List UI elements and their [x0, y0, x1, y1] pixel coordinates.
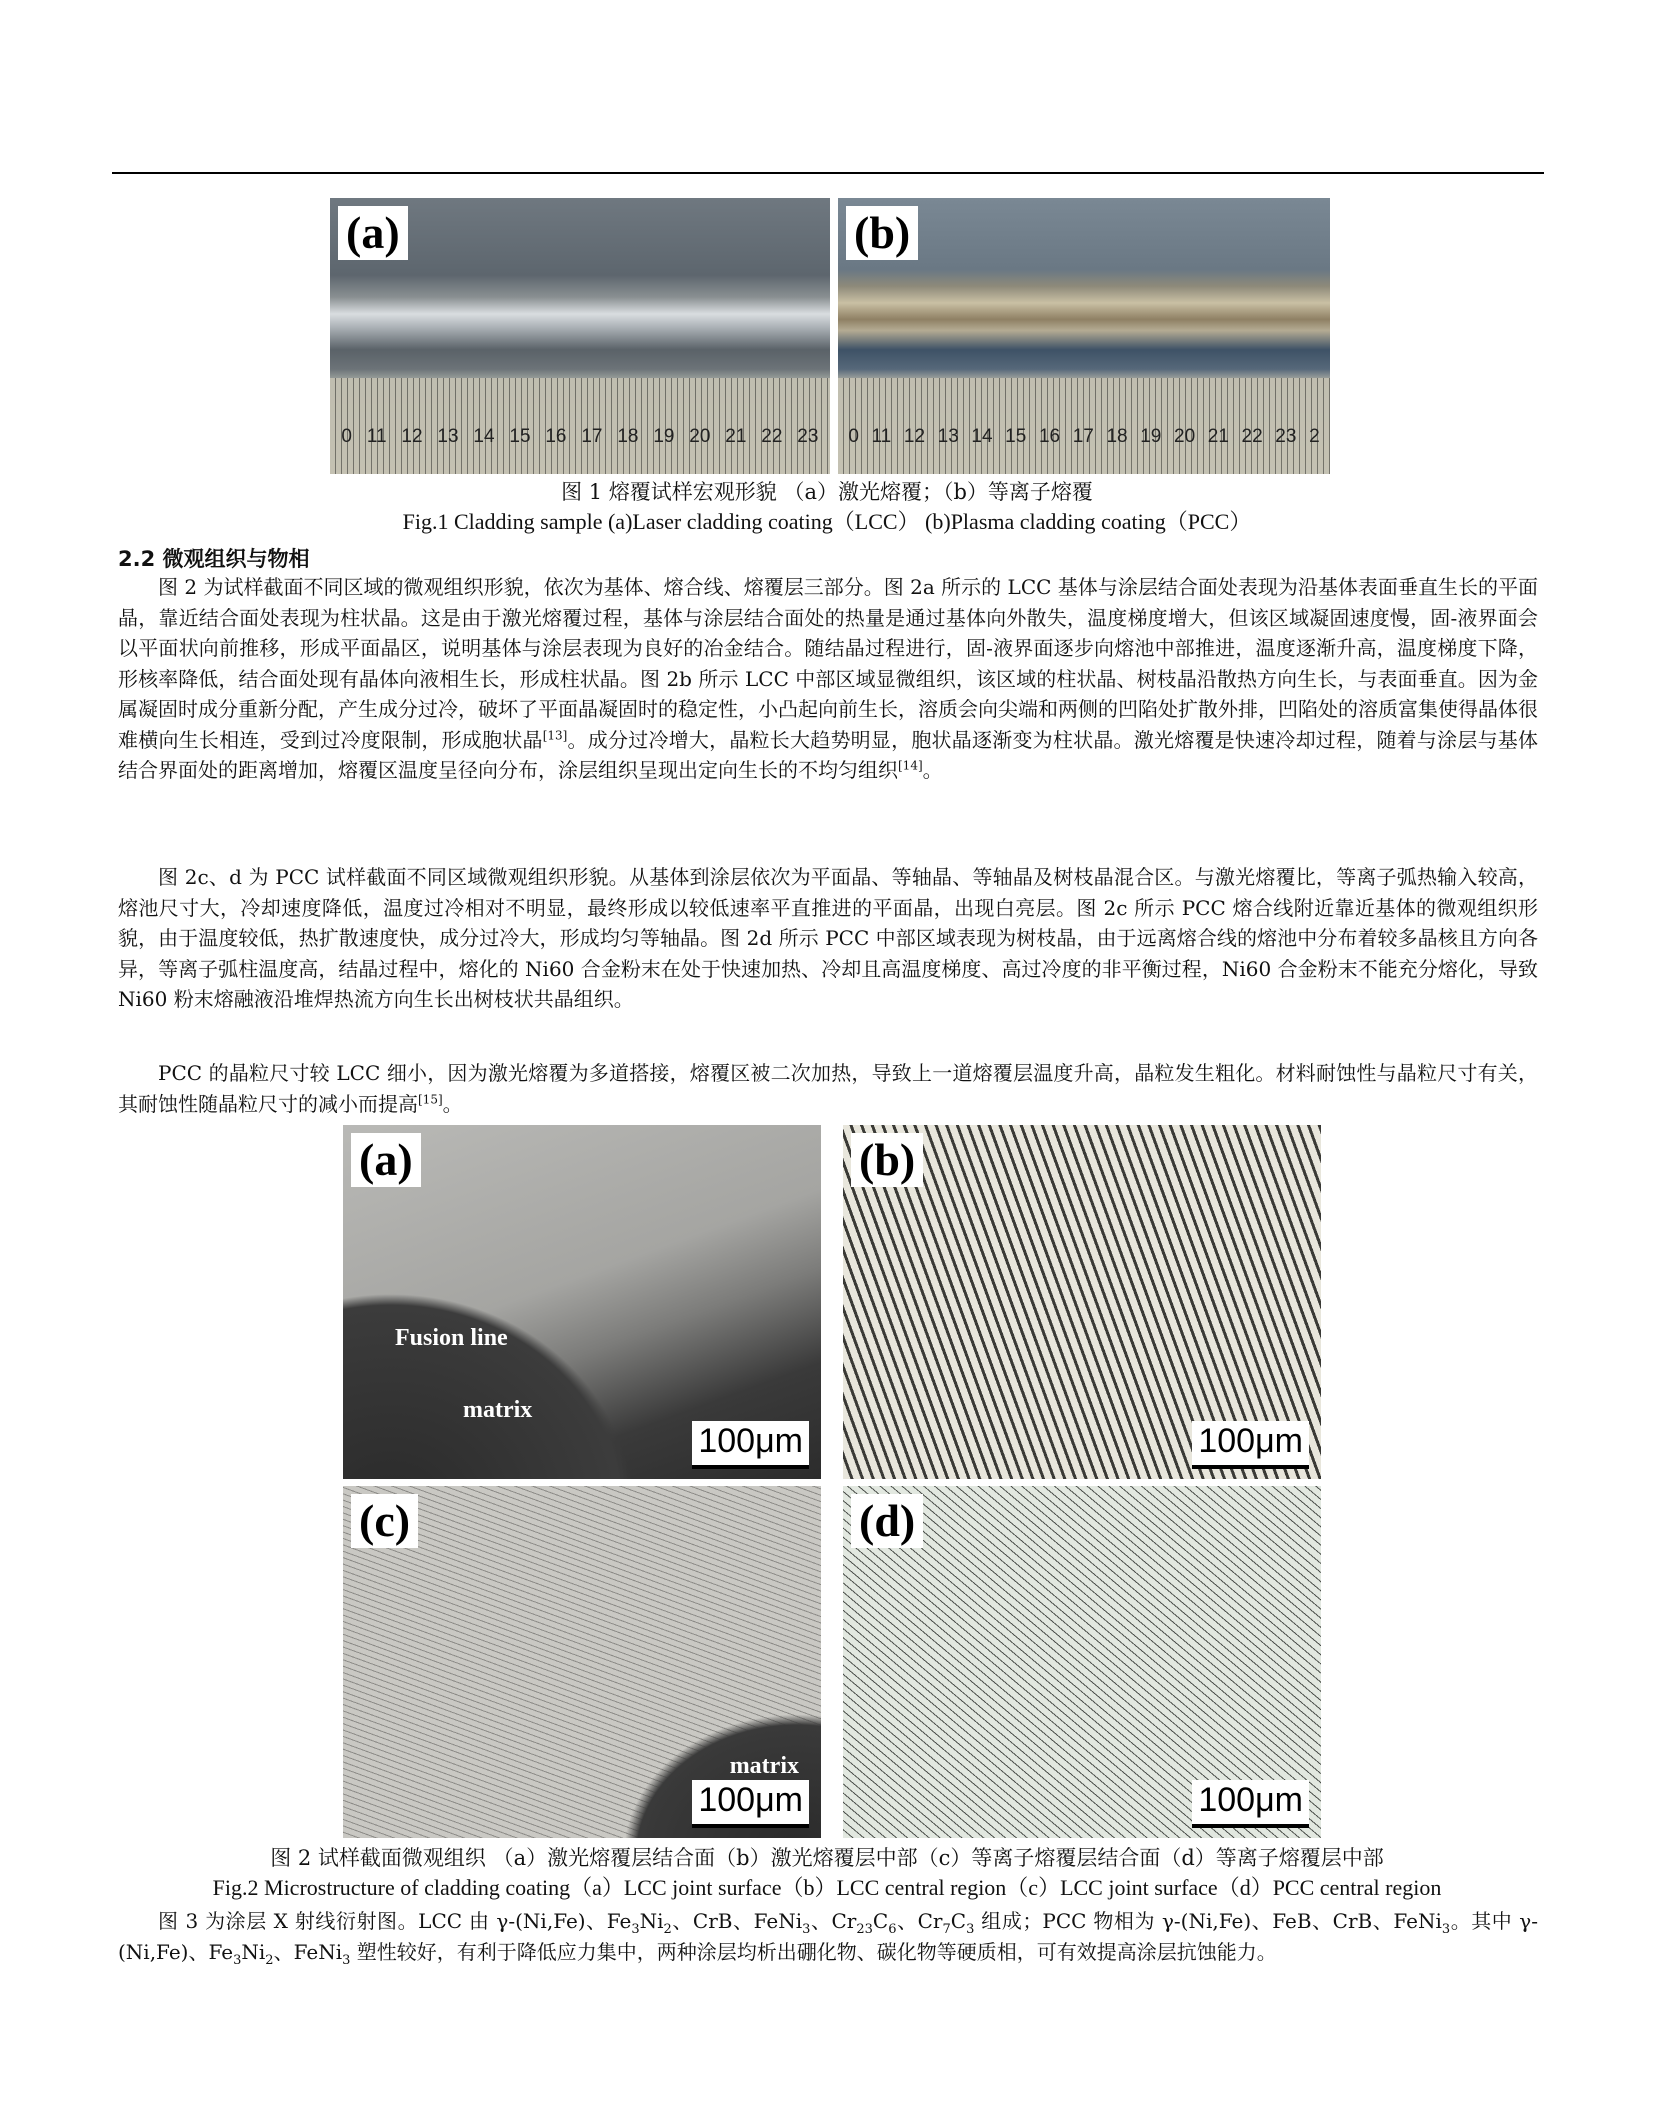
p4-text: 、CrB、FeNi [671, 1909, 803, 1933]
citation-14: [14] [898, 758, 923, 773]
ruler-tick-label: 0 [341, 426, 352, 447]
ruler-tick-label: 13 [437, 426, 459, 447]
ruler-tick-label: 20 [1174, 426, 1196, 447]
ruler-tick-label: 22 [761, 426, 783, 447]
ruler-tick-label: 12 [903, 426, 926, 447]
p4-text: Ni [639, 1909, 664, 1933]
matrix-label: matrix [729, 1753, 799, 1779]
ruler-tick-label: 14 [473, 426, 495, 447]
paragraph-1-text-b: 。成分过冷增大，晶粒长大趋势明显，胞状晶逐渐变为柱状晶。激光熔覆是快速冷却过程，随着与涂层与基体结合界面处的距离增加，熔覆区温度呈径向分布，涂层组织呈现出定向生长的不均匀组织 [118, 727, 1539, 782]
subscript: 3 [233, 1952, 242, 1968]
paragraph-4 [118, 1906, 1538, 1967]
p4-text: 、Cr [896, 1909, 943, 1933]
ruler-tick-label: 21 [725, 426, 747, 447]
ruler-tick-label: 17 [1072, 426, 1094, 447]
p4-text: C [950, 1909, 967, 1933]
ruler-numbers-a [330, 426, 830, 448]
ruler-tick-label: 18 [617, 426, 639, 447]
p4-text: 组成；PCC 物相为 γ-(Ni,Fe)、FeB、CrB、FeNi [974, 1909, 1442, 1933]
ruler-tick-label: 21 [1207, 426, 1229, 447]
ruler-numbers-b [838, 426, 1330, 448]
ruler-tick-label: 15 [509, 426, 531, 447]
p4-text: Ni [241, 1939, 266, 1964]
figure1-caption-cn: 图 1 熔覆试样宏观形貌 （a）激光熔覆；（b）等离子熔覆 [561, 480, 1093, 504]
figure2-caption-cn: 图 2 试样截面微观组织 （a）激光熔覆层结合面（b）激光熔覆层中部（c）等离子熔覆层结合面（d）等离子熔覆层中部 [270, 1846, 1384, 1870]
ruler-tick-label: 12 [401, 426, 423, 447]
figure1-photo-pcc [838, 198, 1330, 474]
ruler-tick-label: 2 [1309, 426, 1320, 447]
ruler-tick-label: 11 [871, 426, 892, 447]
figure2-panel-c-label: (c) [351, 1494, 418, 1548]
paragraph-1-text-c: 。 [922, 758, 943, 782]
figure1-photo-lcc [330, 198, 830, 474]
paragraph-1-text-a: 图 2 为试样截面不同区域的微观组织形貌，依次为基体、熔合线、熔覆层三部分。图 2a 所示的 LCC 基体与涂层结合面处表现为沿基体表面垂直生长的平面晶，靠近结合面处表现为柱状晶。这是由于激光熔覆过程，基体与涂层结合面处的热量是通过基体向外散失，温度梯度增大，但该区域凝固速度慢，固-液界面会以平面状向前推移，形成平面晶区，说明基体与涂层表现为良好的冶金结合。随结晶过程进行，固-液界面逐步向熔池中部推进，温度逐渐升高，温度梯度下降，形核率降低，结合面处现有晶体向液相生长，形成柱状晶。图 2b 所示 LCC 中部区域显微组织，该区域的柱状晶、树枝晶沿散热方向生长，与表面垂直。因为金属凝固时成分重新分配，产生成分过冷，破坏了平面晶凝固时的稳定性，小凸起向前生长，溶质会向尖端和两侧的凹陷处扩散外排，凹陷处的溶质富集使得晶体很难横向生长相连，受到过冷度限制，形成胞状晶 [118, 575, 1538, 752]
figure2-micrograph-c [343, 1486, 821, 1838]
ruler-tick-label: 19 [653, 426, 675, 447]
subscript: 6 [888, 1922, 897, 1937]
ruler-tick-label: 16 [1038, 426, 1061, 447]
scale-bar: 100μm [692, 1421, 809, 1469]
subscript: 2 [663, 1922, 672, 1937]
figure1-caption-en: Fig.1 Cladding sample (a)Laser cladding coating（LCC） (b)Plasma cladding coating（PCC） [402, 509, 1252, 534]
scale-bar: 100μm [1192, 1421, 1309, 1469]
ruler-tick-label: 13 [937, 426, 959, 447]
subscript: 3 [631, 1922, 640, 1937]
citation-13: [13] [542, 727, 568, 742]
ruler-tick-label: 19 [1140, 426, 1162, 447]
p4-text: C [872, 1909, 889, 1933]
paragraph-2: 图 2c、d 为 PCC 试样截面不同区域微观组织形貌。从基体到涂层依次为平面晶、等轴晶、等轴晶及树枝晶混合区。与激光熔覆比，等离子弧热输入较高，熔池尺寸大，冷却速度降低，温度过冷相对不明显，最终形成以较低速率平直推进的平面晶，出现白亮层。图 2c 所示 PCC 熔合线附近靠近基体的微观组织形貌，由于温度较低，热扩散速度快，成分过冷大，形成均匀等轴晶。图 2d 所示 PCC 中部区域表现为树枝晶，由于远离熔合线的熔池中分布着较多晶核且方向各异，等离子弧柱温度高，结晶过程中，熔化的 Ni60 合金粉末在处于快速加热、冷却且高温度梯度、高过冷度的非平衡过程，Ni60 合金粉末不能充分熔化，导致 Ni60 粉末熔融液沿堆焊热流方向生长出树枝状共晶组织。 [118, 865, 1538, 1011]
paragraph-3-text-b: 。 [442, 1091, 463, 1116]
subscript: 3 [1441, 1922, 1451, 1937]
scale-bar: 100μm [692, 1780, 809, 1828]
ruler-tick-label: 0 [848, 426, 859, 447]
paragraph-3 [118, 1058, 1538, 1119]
citation-15: [15] [418, 1091, 443, 1106]
subscript: 2 [265, 1952, 274, 1968]
p4-text: 塑性较好，有利于降低应力集中，两种涂层均析出硼化物、碳化物等硬质相，可有效提高涂层抗蚀能力。 [350, 1939, 1277, 1964]
ruler-tick-label: 17 [581, 426, 603, 447]
p4-text: 图 3 为涂层 X 射线衍射图。LCC 由 γ-(Ni,Fe)、Fe [158, 1909, 632, 1933]
figure2-panel-d-label: (d) [851, 1494, 923, 1548]
figure1-panel-b-label: (b) [846, 206, 918, 260]
figure2-micrograph-d [843, 1486, 1321, 1838]
matrix-label: matrix [463, 1397, 533, 1423]
figure1-panel-a-label: (a) [338, 206, 408, 260]
subscript: 23 [856, 1922, 873, 1937]
figure2-caption-en: Fig.2 Microstructure of cladding coating（a）LCC joint surface（b）LCC central region（c）LCC joint surface（d）PCC central region [212, 1875, 1442, 1900]
figure2-micrograph-a [343, 1125, 821, 1479]
p4-text: 、Cr [810, 1909, 857, 1933]
header-rule [112, 172, 1544, 174]
subscript: 7 [942, 1922, 951, 1937]
ruler-tick-label: 22 [1241, 426, 1263, 447]
paragraph-3-text-a: PCC 的晶粒尺寸较 LCC 细小，因为激光熔覆为多道搭接，熔覆区被二次加热，导致上一道熔覆层温度升高，晶粒发生粗化。材料耐蚀性与晶粒尺寸有关，其耐蚀性随晶粒尺寸的减小而提高 [118, 1061, 1538, 1116]
ruler-tick-label: 15 [1005, 426, 1027, 447]
p4-text: 、FeNi [273, 1939, 343, 1964]
subscript: 3 [802, 1922, 811, 1937]
ruler-tick-label: 23 [1275, 426, 1297, 447]
scale-bar: 100μm [1192, 1780, 1309, 1828]
fusion-line-label: Fusion line [395, 1325, 508, 1351]
subscript: 3 [966, 1922, 975, 1937]
ruler-tick-label: 14 [971, 426, 993, 447]
figure2-panel-a-label: (a) [351, 1133, 421, 1187]
ruler-tick-label: 20 [689, 426, 711, 447]
section-heading: 2.2 微观组织与物相 [118, 547, 310, 571]
paragraph-1 [118, 572, 1538, 786]
subscript: 3 [342, 1952, 351, 1968]
figure2-panel-b-label: (b) [851, 1133, 923, 1187]
figure2-micrograph-b [843, 1125, 1321, 1479]
ruler-tick-label: 23 [797, 426, 819, 447]
ruler-tick-label: 11 [366, 426, 387, 447]
p4-text: 。其中 γ-(Ni,Fe)、Fe [118, 1909, 1538, 1964]
ruler-tick-label: 18 [1106, 426, 1128, 447]
ruler-tick-label: 16 [545, 426, 567, 447]
